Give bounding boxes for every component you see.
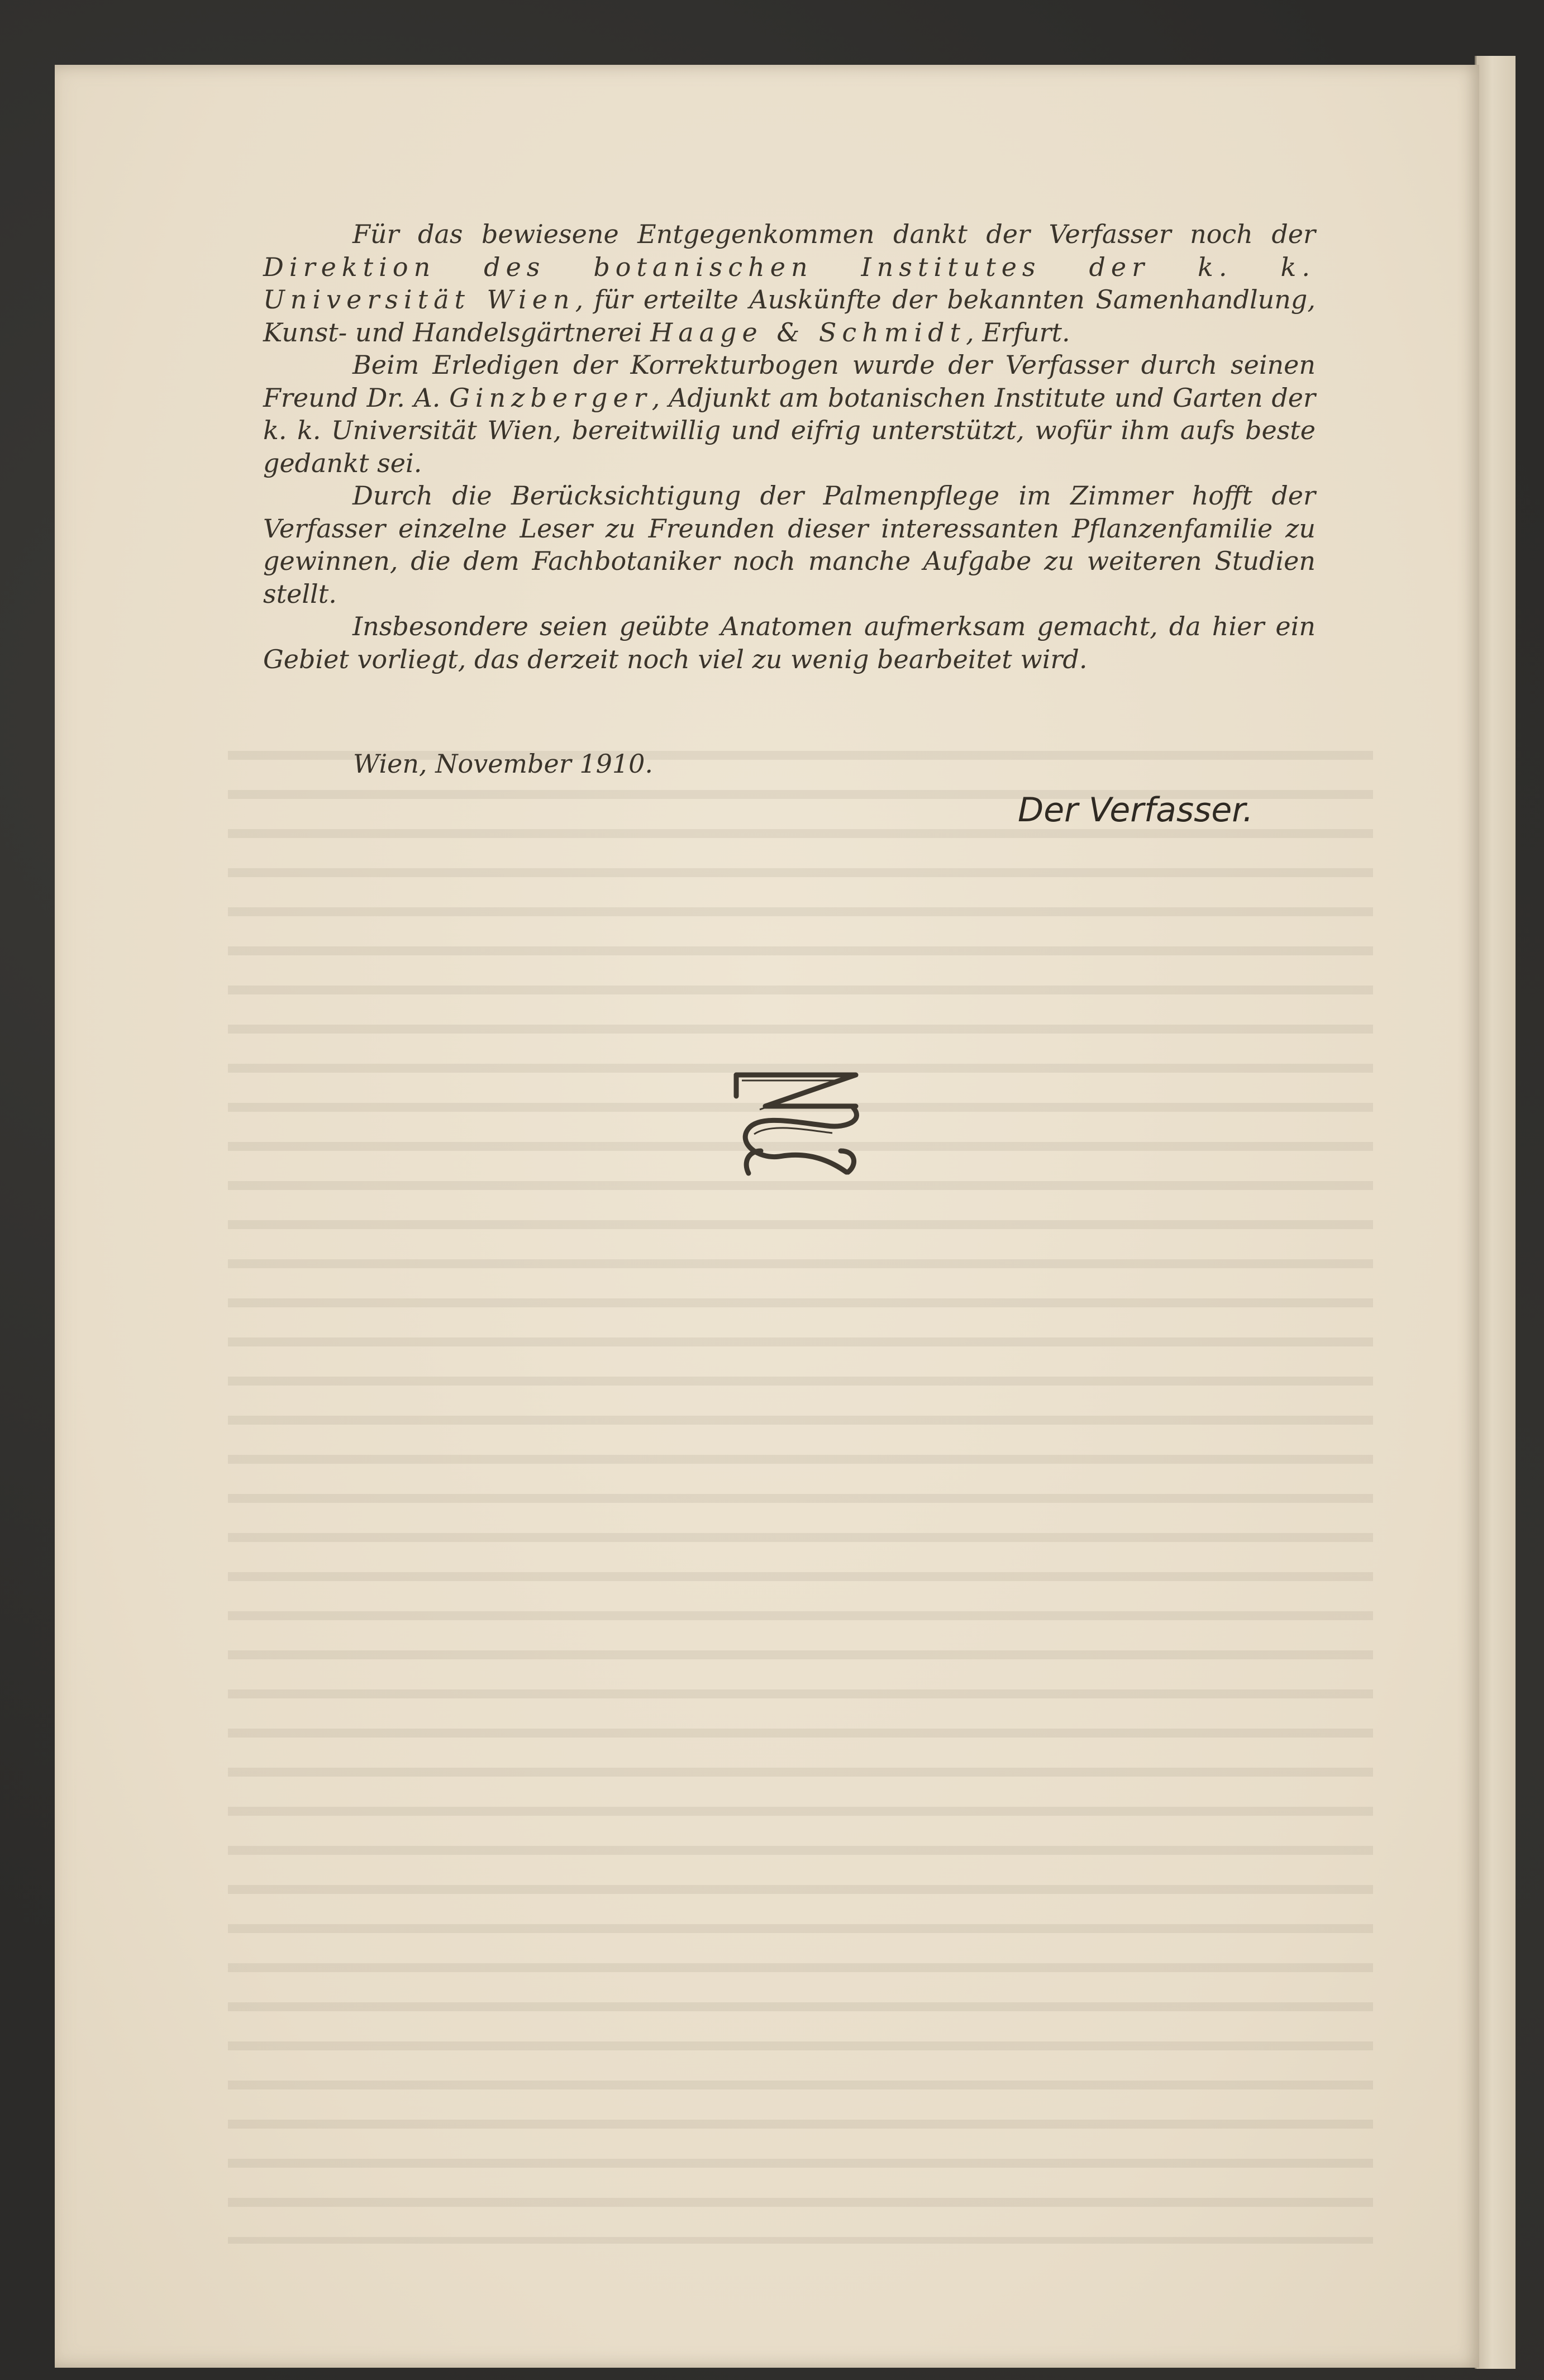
- spaced-name: Ginzberger: [449, 382, 652, 413]
- paragraph-text: , für erteilte Auskünfte der bekannten Samenhandlung, Kunst- und Handelsgärtnerei: [263, 284, 1316, 348]
- paragraph: [263, 610, 1316, 675]
- spaced-name: Haage & Schmidt: [650, 317, 966, 348]
- spaced-name: Direktion des botanischen Institutes der k. k. Universität Wien: [263, 251, 1316, 315]
- adjacent-page-edge: [1475, 56, 1516, 2369]
- paragraph-text: , Adjunkt am botanischen Institute und Garten der k. k. Universität Wien, bereitwillig und eifrig unterstützt, wofür ihm aufs beste gedankt sei.: [263, 382, 1316, 478]
- dateline: Wien, November 1910.: [353, 749, 654, 779]
- paragraph: [263, 479, 1316, 610]
- paragraph-text: Beim Erledigen der Korrekturbogen wurde der Verfasser durch seinen Freund Dr. A.: [263, 350, 1316, 413]
- paragraph-text: Insbesondere seien geübte Anatomen aufmerksam gemacht, da hier ein Gebiet vorliegt, das derzeit noch viel zu wenig bearbeitet wird.: [263, 611, 1316, 674]
- printer-mark-icon: [726, 1067, 866, 1179]
- show-through-text: [228, 735, 1373, 2244]
- paragraph: [263, 218, 1316, 349]
- acknowledgement-text: [263, 218, 1316, 675]
- paragraph-text: Durch die Berücksichtigung der Palmenpflege im Zimmer hofft der Verfasser einzelne Leser zu Freunden dieser interessanten Pflanzenfamilie zu gewinnen, die dem Fachbotaniker noch manche Aufgabe zu weiteren Studien stellt.: [263, 480, 1316, 609]
- paragraph-text: Für das bewiesene Entgegenkommen dankt der Verfasser noch der: [352, 219, 1316, 249]
- paragraph: [263, 349, 1316, 479]
- paragraph-text: , Erfurt.: [966, 317, 1070, 348]
- signature: Der Verfasser.: [1018, 791, 1254, 830]
